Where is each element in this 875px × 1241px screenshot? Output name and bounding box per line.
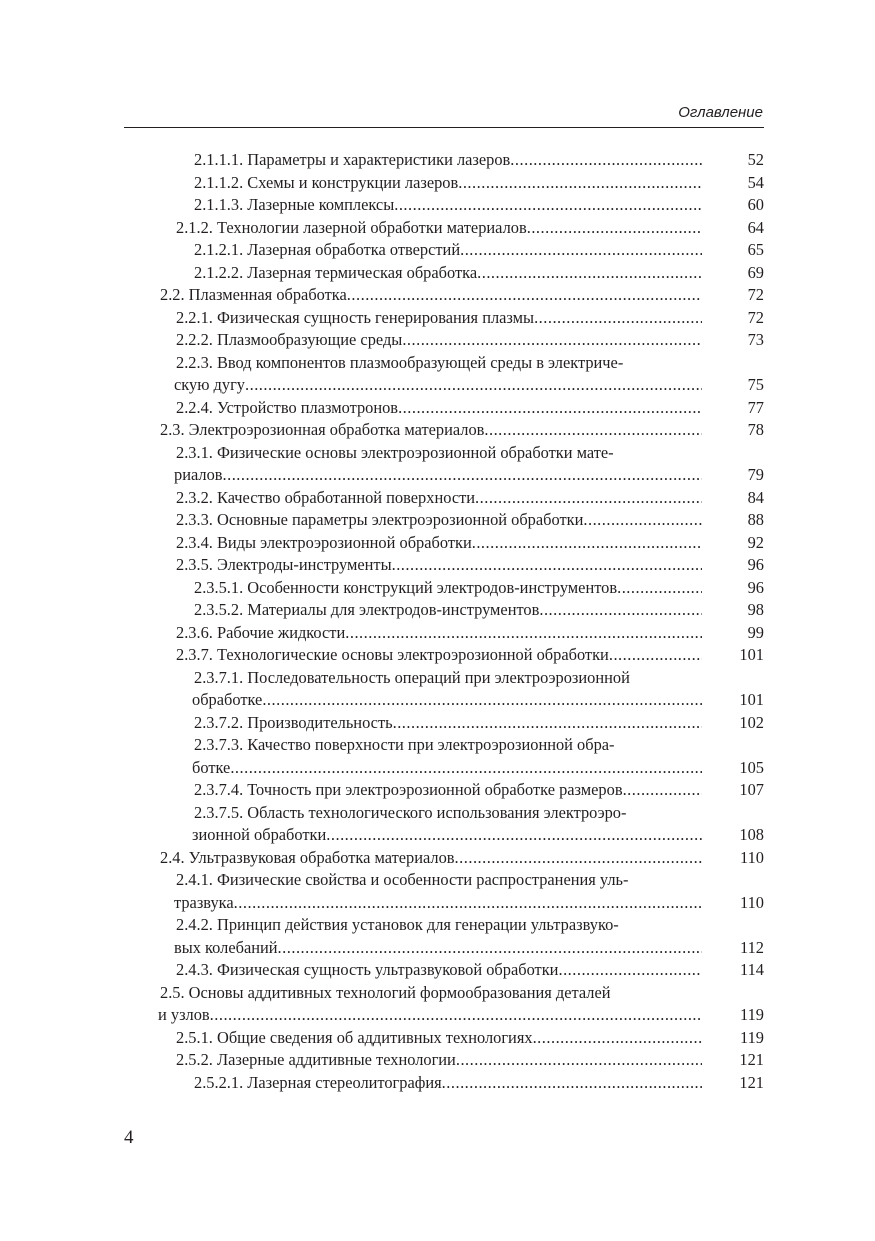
toc-entry-line [176,397,702,420]
toc-entry-title: 2.3.2. Качество обработанной поверхности [176,487,476,507]
toc-entry-line [194,239,702,262]
toc-entry-title: 2.5.1. Общие сведения об аддитивных технологиях [176,1027,533,1047]
toc-entry-title: 2.3.7.1. Последовательность операций при электроэрозионной [194,667,630,687]
leader-dots [398,397,702,420]
toc-entry [124,959,764,982]
toc-entry-line [194,599,702,622]
toc-entry [124,149,764,172]
leader-dots [472,532,702,555]
toc-entry-line [194,802,702,825]
toc-entry-title: 2.3.7.5. Область технологического использования электроэро- [194,802,627,822]
toc-entry-line [174,937,702,960]
leader-dots [394,194,702,217]
leader-dots [609,644,702,667]
toc-entry-page: 52 [747,150,764,169]
toc-entry-page: 110 [740,847,764,867]
leader-dots [245,374,702,397]
toc-entry-page: 60 [747,195,764,214]
toc-entry-line [194,172,702,195]
toc-entry [124,194,764,217]
toc-entry-title: 2.3.5.1. Особенности конструкций электродов-инструментов [194,577,618,597]
leader-dots [533,1027,702,1050]
toc-entry-line [194,667,702,690]
toc-entry-title: 2.3.7.3. Качество поверхности при электроэрозионной обра- [194,735,615,754]
toc-entry-line [194,734,702,757]
toc-entry [124,509,764,532]
toc-entry-title: 2.3.6. Рабочие жидкости [176,622,346,642]
toc-entry [124,914,764,959]
toc-entry-page: 107 [739,780,764,799]
toc-entry [124,419,764,442]
toc-entry-page: 72 [747,285,764,304]
toc-entry-line [160,284,702,307]
toc-entry [124,1072,764,1095]
toc-entry-line [176,1049,702,1072]
toc-entry-line [194,779,702,802]
toc-entry-title: 2.3.3. Основные параметры электроэрозионной обработки [176,510,584,529]
toc-entry-title: тразвука [174,892,234,912]
table-of-contents [124,149,764,1094]
toc-entry-title: 2.2.2. Плазмообразующие среды [176,330,403,349]
leader-dots [345,622,702,645]
toc-entry-page: 121 [739,1072,764,1092]
leader-dots [210,1004,702,1027]
running-header-title: Оглавление [678,104,763,121]
toc-entry [124,734,764,779]
leader-dots [623,779,702,802]
toc-entry-page: 114 [740,960,764,979]
toc-entry-line [176,307,702,330]
leader-dots [539,599,702,622]
toc-entry-title: риалов [174,465,223,484]
toc-entry-line [176,352,702,375]
toc-entry-title: скую дугу [174,375,245,394]
toc-entry-title: обработке [192,690,263,709]
toc-entry [124,397,764,420]
toc-entry-title: 2.3.7. Технологические основы электроэрозионной обработки [176,645,609,664]
toc-entry [124,1027,764,1050]
toc-entry-line [160,419,702,442]
toc-entry-page: 119 [740,1027,764,1047]
toc-entry-line [160,982,702,1005]
leader-dots [477,262,702,285]
toc-entry [124,352,764,397]
toc-entry-line [176,869,702,892]
leader-dots [326,824,702,847]
leader-dots [278,937,702,960]
toc-entry [124,262,764,285]
toc-entry-page: 121 [739,1050,764,1069]
toc-entry-line [176,554,702,577]
toc-entry [124,442,764,487]
toc-entry-title: 2.5.2.1. Лазерная стереолитография [194,1072,442,1092]
header-rule [124,127,764,128]
toc-entry-line [176,487,702,510]
toc-entry [124,802,764,847]
toc-entry-page: 79 [747,465,764,484]
leader-dots [527,217,702,240]
toc-entry-page: 101 [739,645,764,664]
toc-entry-page: 73 [747,330,764,349]
toc-entry-title: 2.4.3. Физическая сущность ультразвуковой обработки [176,960,559,979]
leader-dots [402,329,702,352]
toc-entry-title: 2.1.2. Технологии лазерной обработки материалов [176,217,527,237]
leader-dots [617,577,702,600]
toc-entry-line [176,914,702,937]
toc-entry [124,487,764,510]
toc-entry [124,982,764,1027]
toc-entry-line [176,329,702,352]
toc-entry-page: 88 [747,510,764,529]
toc-entry-title: и узлов [158,1005,210,1024]
toc-entry-page: 54 [747,172,764,192]
toc-entry-line [176,644,702,667]
toc-entry [124,532,764,555]
toc-entry-page: 64 [747,217,764,237]
toc-entry-title: 2.5.2. Лазерные аддитивные технологии [176,1050,456,1069]
toc-entry-title: 2.3.7.4. Точность при электроэрозионной обработке размеров [194,780,623,799]
toc-entry-title: 2.2.1. Физическая сущность генерирования плазмы [176,307,535,327]
toc-entry-page: 69 [747,262,764,282]
toc-entry-line [194,712,702,735]
toc-entry-page: 78 [747,420,764,439]
toc-entry [124,239,764,262]
leader-dots [392,554,702,577]
toc-entry-line [194,149,702,172]
toc-entry-line [160,847,702,870]
toc-entry-line [176,217,702,240]
toc-entry-line [194,577,702,600]
toc-entry-line [176,532,702,555]
toc-entry [124,554,764,577]
toc-entry-line [176,442,702,465]
toc-entry-line [158,1004,702,1027]
leader-dots [558,959,702,982]
toc-entry-title: 2.3.5.2. Материалы для электродов-инструментов [194,600,540,619]
toc-entry-title: 2.2. Плазменная обработка [160,285,347,304]
toc-entry [124,599,764,622]
toc-entry-title: 2.4.2. Принцип действия установок для генерации ультразвуко- [176,915,619,934]
toc-entry-title: 2.1.1.2. Схемы и конструкции лазеров [194,172,459,192]
leader-dots [234,892,702,915]
toc-entry [124,329,764,352]
toc-entry-page: 96 [747,555,764,574]
toc-entry-page: 101 [739,690,764,709]
toc-entry-page: 98 [747,600,764,619]
toc-entry-line [194,194,702,217]
toc-entry-line [192,824,702,847]
toc-entry-line [174,892,702,915]
toc-entry-title: 2.4. Ультразвуковая обработка материалов [160,847,455,867]
toc-entry-line [192,757,702,780]
toc-entry-line [192,689,702,712]
toc-entry-line [176,509,702,532]
toc-entry [124,577,764,600]
toc-entry-page: 102 [739,712,764,732]
leader-dots [510,149,702,172]
toc-entry [124,847,764,870]
leader-dots [456,1049,702,1072]
toc-entry-title: 2.2.3. Ввод компонентов плазмообразующей среды в электриче- [176,352,624,372]
toc-entry-page: 105 [739,757,764,777]
toc-entry [124,172,764,195]
leader-dots [223,464,703,487]
toc-entry-page: 119 [740,1005,764,1024]
toc-entry [124,712,764,735]
toc-entry [124,667,764,712]
toc-entry-page: 84 [747,487,764,507]
leader-dots [475,487,702,510]
toc-entry-page: 75 [747,375,764,394]
toc-entry [124,644,764,667]
toc-entry [124,622,764,645]
leader-dots [458,172,702,195]
leader-dots [262,689,702,712]
toc-entry-title: 2.3. Электроэрозионная обработка материалов [160,420,485,439]
toc-entry [124,307,764,330]
toc-entry [124,1049,764,1072]
toc-entry-line [176,622,702,645]
toc-entry-title: зионной обработки [192,825,327,844]
leader-dots [347,284,702,307]
toc-entry [124,217,764,240]
toc-entry-page: 99 [747,622,764,642]
toc-entry-title: 2.4.1. Физические свойства и особенности распространения уль- [176,870,629,889]
leader-dots [460,239,702,262]
toc-entry-page: 77 [747,397,764,417]
toc-entry-title: 2.3.5. Электроды-инструменты [176,555,392,574]
leader-dots [442,1072,702,1095]
leader-dots [393,712,702,735]
leader-dots [484,419,702,442]
toc-entry-page: 96 [747,577,764,597]
toc-entry-page: 110 [740,892,764,912]
toc-entry-title: 2.3.4. Виды электроэрозионной обработки [176,532,472,552]
toc-entry [124,779,764,802]
toc-entry-title: 2.1.1.1. Параметры и характеристики лазеров [194,150,511,169]
toc-entry-title: вых колебаний [174,937,278,957]
toc-entry [124,869,764,914]
toc-entry-title: 2.1.2.1. Лазерная обработка отверстий [194,240,461,259]
toc-entry-line [176,959,702,982]
toc-entry-title: 2.2.4. Устройство плазмотронов [176,397,399,417]
leader-dots [230,757,702,780]
toc-entry-page: 112 [740,937,764,957]
toc-entry-title: 2.1.2.2. Лазерная термическая обработка [194,262,478,282]
toc-entry-title: ботке [192,757,231,777]
page-number: 4 [124,1127,134,1148]
toc-entry-line [194,262,702,285]
toc-entry-title: 2.1.1.3. Лазерные комплексы [194,195,395,214]
toc-entry-page: 65 [747,240,764,259]
toc-entry-page: 92 [747,532,764,552]
leader-dots [583,509,702,532]
toc-entry-title: 2.3.7.2. Производительность [194,712,393,732]
toc-entry-page: 72 [747,307,764,327]
toc-entry-page: 108 [739,825,764,844]
toc-entry-line [176,1027,702,1050]
toc-entry-line [194,1072,702,1095]
toc-entry-title: 2.3.1. Физические основы электроэрозионной обработки мате- [176,442,614,462]
leader-dots [455,847,702,870]
toc-entry-title: 2.5. Основы аддитивных технологий формообразования деталей [160,982,611,1002]
toc-entry-line [174,374,702,397]
leader-dots [534,307,702,330]
toc-entry-line [174,464,702,487]
toc-entry [124,284,764,307]
